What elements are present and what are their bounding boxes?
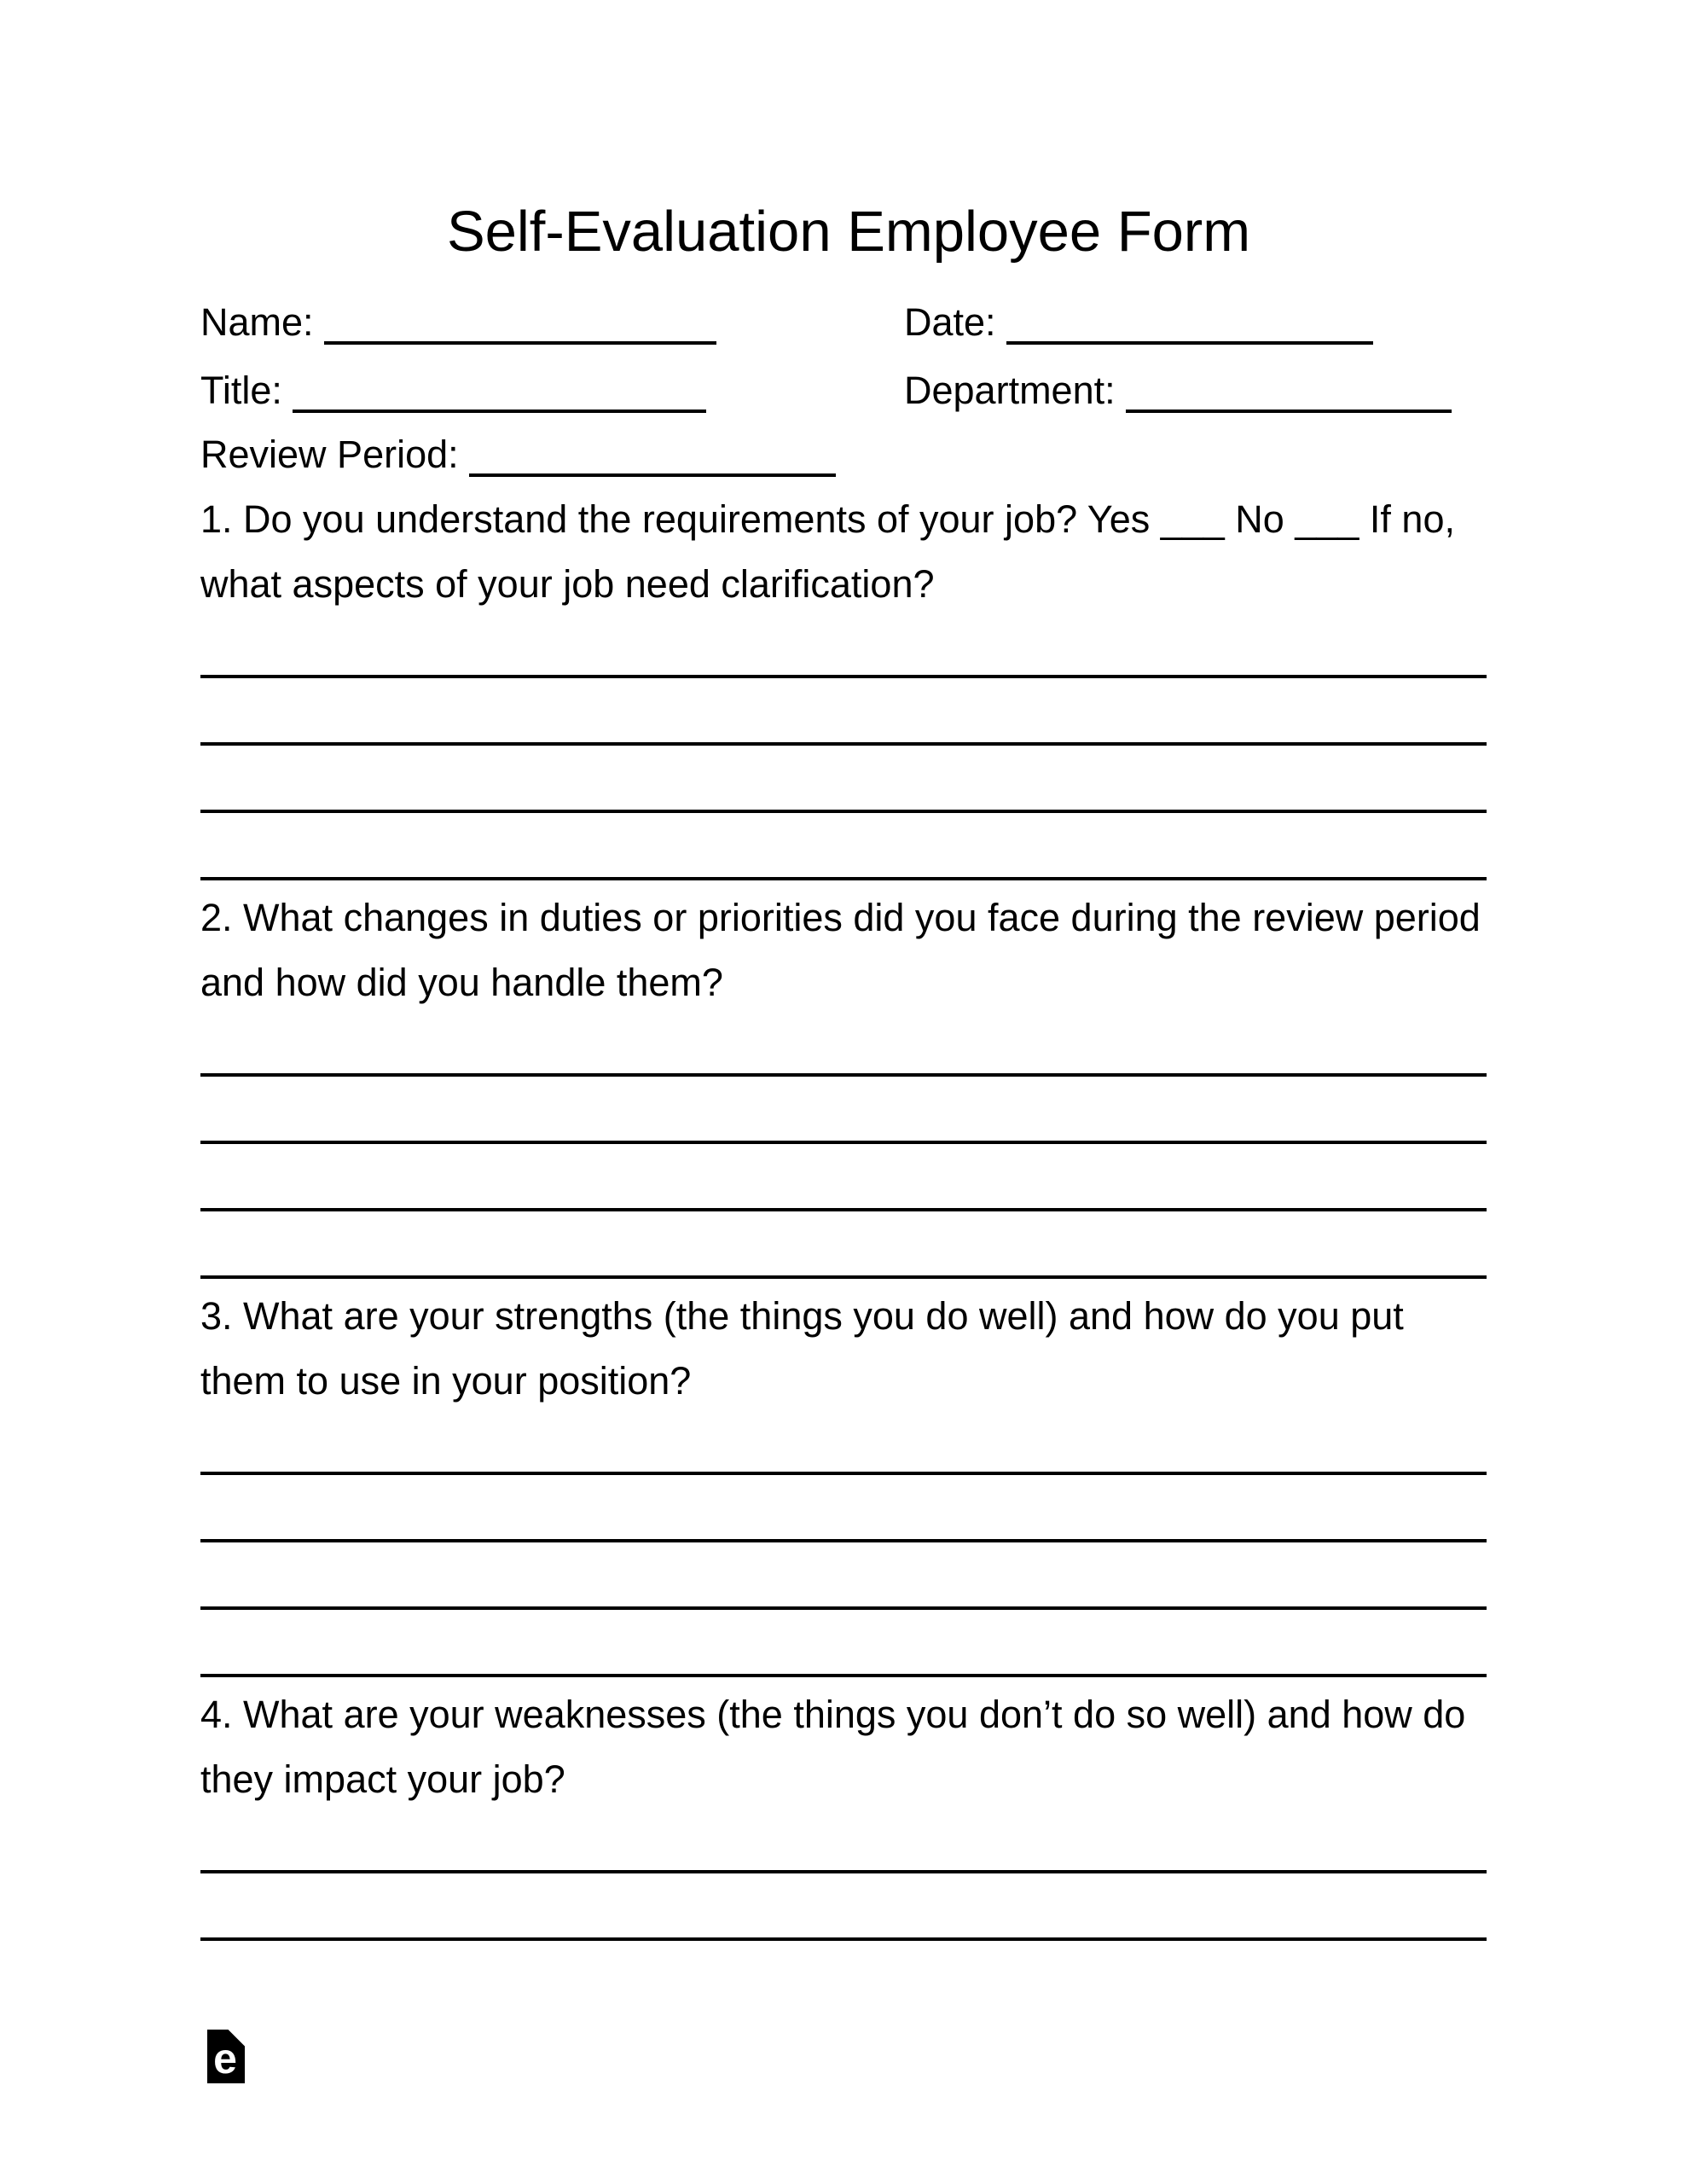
writing-line bbox=[200, 810, 1487, 813]
department-fill-line bbox=[1126, 410, 1452, 413]
name-fill-line bbox=[324, 341, 716, 345]
department-label: Department: bbox=[904, 369, 1116, 412]
logo-letter: e bbox=[213, 2035, 237, 2082]
writing-line bbox=[200, 1674, 1487, 1677]
question-4-text-line-1: 4. What are your weaknesses (the things you don’t do so well) and how do bbox=[200, 1693, 1466, 1736]
header-row-review-period bbox=[200, 431, 1497, 479]
date-fill-line bbox=[1006, 341, 1373, 345]
title-label: Title: bbox=[200, 369, 282, 412]
header-row-title-department bbox=[200, 367, 1497, 415]
writing-line bbox=[200, 1073, 1487, 1077]
writing-line bbox=[200, 1870, 1487, 1873]
eforms-logo bbox=[207, 2030, 245, 2083]
date-label: Date: bbox=[904, 300, 996, 344]
question-3-answer-area bbox=[200, 1472, 1497, 1677]
writing-line bbox=[200, 1606, 1487, 1610]
header-row-name-date bbox=[200, 299, 1497, 346]
writing-line bbox=[200, 1208, 1487, 1211]
question-4-answer-area bbox=[200, 1870, 1497, 1941]
writing-line bbox=[200, 1937, 1487, 1941]
question-2-answer-area bbox=[200, 1073, 1497, 1279]
question-4 bbox=[200, 1682, 1497, 1941]
writing-line bbox=[200, 1472, 1487, 1475]
question-1-answer-area bbox=[200, 675, 1497, 880]
department-field bbox=[904, 367, 1452, 415]
question-3-text-line-1: 3. What are your strengths (the things you do well) and how do you put bbox=[200, 1294, 1404, 1338]
writing-line bbox=[200, 1141, 1487, 1144]
writing-line bbox=[200, 742, 1487, 746]
writing-line bbox=[200, 877, 1487, 880]
question-1-text-line-2: what aspects of your job need clarification? bbox=[200, 562, 935, 606]
name-label: Name: bbox=[200, 300, 314, 344]
question-3 bbox=[200, 1284, 1497, 1677]
question-1 bbox=[200, 487, 1497, 880]
review-period-label: Review Period: bbox=[200, 433, 459, 476]
question-2-text-line-1: 2. What changes in duties or priorities did you face during the review period bbox=[200, 896, 1481, 939]
form-title: Self-Evaluation Employee Form bbox=[446, 200, 1251, 264]
title-fill-line bbox=[293, 410, 706, 413]
question-3-text-line-2: them to use in your position? bbox=[200, 1359, 692, 1403]
writing-line bbox=[200, 675, 1487, 678]
date-field bbox=[904, 299, 1373, 346]
question-2 bbox=[200, 886, 1497, 1279]
writing-line bbox=[200, 1539, 1487, 1542]
document-page-icon bbox=[207, 2030, 245, 2083]
review-period-fill-line bbox=[469, 473, 836, 477]
question-4-text-line-2: they impact your job? bbox=[200, 1757, 565, 1801]
writing-line bbox=[200, 1275, 1487, 1279]
question-2-text-line-2: and how did you handle them? bbox=[200, 961, 723, 1004]
question-1-text-line-1: 1. Do you understand the requirements of your job? Yes ___ No ___ If no, bbox=[200, 497, 1455, 541]
